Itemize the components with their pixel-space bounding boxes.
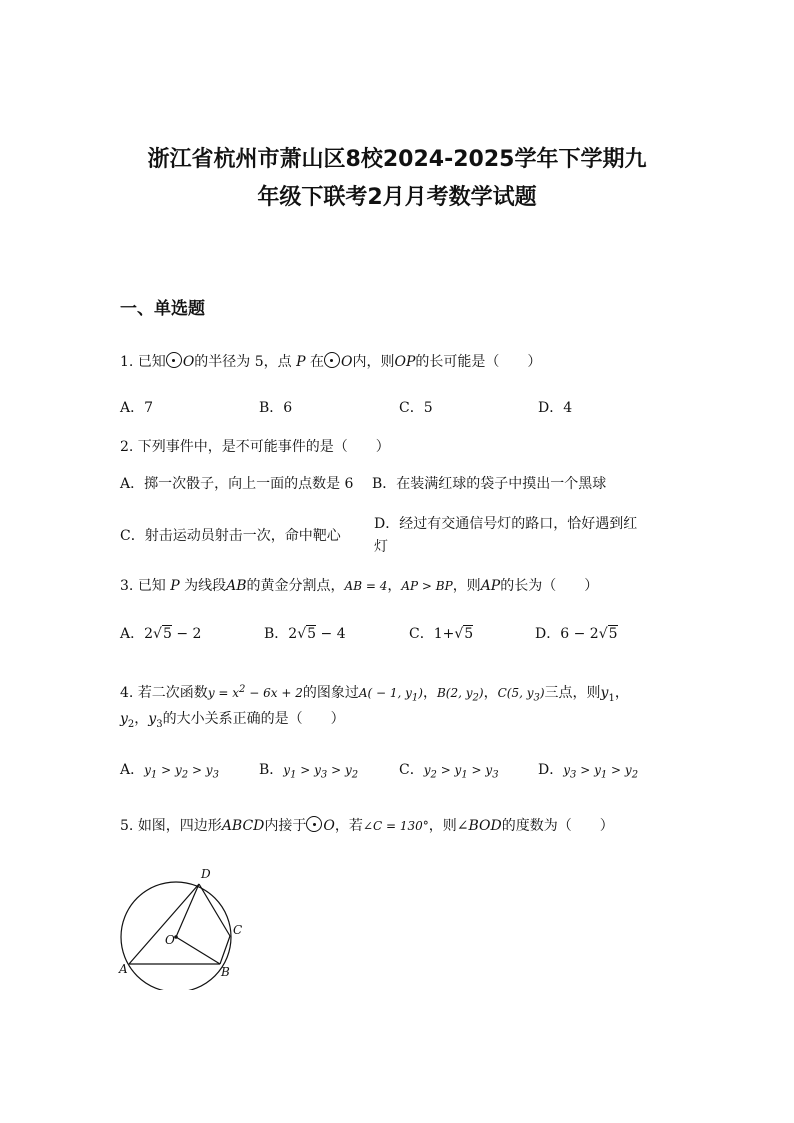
math-radicand: 5 bbox=[464, 626, 474, 642]
question-1 bbox=[120, 352, 541, 372]
math-expression: AP > BP bbox=[401, 579, 453, 593]
option-a[interactable]: A．掷一次骰子，向上一面的点数是 6 bbox=[120, 476, 354, 492]
math-O: O bbox=[323, 818, 335, 834]
option-b[interactable] bbox=[259, 760, 358, 785]
label-d: D bbox=[201, 867, 211, 881]
question-number: 5. bbox=[120, 818, 134, 834]
option-label: B． bbox=[264, 626, 289, 642]
math-inequality: $y_3 > y_1 > y_2$ bbox=[563, 763, 639, 781]
math-subscript: 1 bbox=[600, 769, 608, 781]
math-term: − 2 bbox=[171, 626, 202, 642]
math-subscript: 2 bbox=[127, 718, 135, 730]
punctuation: ， bbox=[483, 685, 498, 701]
math-coef: 2 bbox=[288, 626, 298, 642]
option-b[interactable]: B．6 bbox=[259, 400, 293, 416]
option-a[interactable]: A．7 bbox=[120, 400, 154, 416]
question-text: 的黄金分割点， bbox=[246, 578, 345, 594]
math-angle: ∠C = 130° bbox=[362, 819, 429, 833]
math-term: B(2, y bbox=[436, 686, 473, 700]
math-term: y = x bbox=[207, 686, 240, 700]
question-3 bbox=[120, 576, 598, 596]
math-subscript: 2 bbox=[351, 769, 359, 781]
segment-dc bbox=[199, 884, 230, 936]
option-label: D． bbox=[538, 762, 564, 778]
question-number: 4. bbox=[120, 685, 134, 701]
math-term: − 4 bbox=[316, 626, 346, 642]
question-number: 3. bbox=[120, 578, 134, 594]
math-O: O bbox=[182, 354, 195, 370]
math-angle: ∠BOD bbox=[456, 818, 502, 834]
sqrt-sign: √ bbox=[297, 626, 307, 642]
question-text: 已知 bbox=[137, 578, 166, 594]
question-text: 如图，四边形 bbox=[137, 818, 222, 834]
point-b bbox=[436, 686, 484, 704]
math-function bbox=[208, 686, 303, 700]
math-subscript: 3 bbox=[320, 769, 328, 781]
math-subscript: 1 bbox=[150, 769, 158, 781]
question-text: 内，则 bbox=[352, 354, 395, 370]
math-subscript: 3 bbox=[212, 769, 219, 781]
math-exponent: 2 bbox=[239, 684, 246, 695]
segment-cb bbox=[220, 936, 230, 964]
sqrt-sign: √ bbox=[153, 626, 162, 642]
label-a: A bbox=[119, 962, 128, 976]
question-text: 内接于 bbox=[264, 818, 307, 834]
question-5 bbox=[120, 816, 614, 836]
math-term: 6 − 2 bbox=[560, 626, 599, 642]
math-y: y bbox=[148, 711, 157, 727]
math-subscript: 1 bbox=[290, 769, 297, 781]
option-b[interactable] bbox=[264, 624, 346, 644]
math-expression: AB = 4 bbox=[344, 579, 388, 593]
math-coef: 2 bbox=[144, 626, 154, 642]
math-AB: AB bbox=[226, 578, 247, 594]
question-4-line1 bbox=[120, 680, 629, 709]
math-O: O bbox=[340, 354, 353, 370]
math-subscript: 3 bbox=[570, 769, 577, 781]
segment-od bbox=[176, 884, 199, 937]
question-text: 的图象过 bbox=[302, 685, 359, 701]
math-subscript: 2 bbox=[430, 769, 437, 781]
math-subscript: 2 bbox=[631, 769, 639, 781]
math-inequality: $y_2 > y_1 > y_3$ bbox=[423, 763, 499, 781]
circle-dot-icon bbox=[166, 352, 182, 368]
option-b[interactable]: B．在装满红球的袋子中摸出一个黑球 bbox=[372, 476, 607, 492]
question-text: 的半径为 5，点 bbox=[194, 354, 292, 370]
option-label: B． bbox=[259, 762, 284, 778]
math-term: 1+ bbox=[433, 626, 455, 642]
question-text: 在 bbox=[309, 354, 324, 370]
question-text: ，则 bbox=[428, 818, 457, 834]
page-title-line2: 年级下联考2月月考数学试题 bbox=[257, 185, 537, 210]
question-text: 已知 bbox=[137, 354, 166, 370]
option-a[interactable] bbox=[120, 760, 219, 785]
option-d[interactable]: D．4 bbox=[538, 400, 573, 416]
option-label: A． bbox=[120, 626, 145, 642]
circle-dot-icon bbox=[324, 352, 340, 368]
math-subscript: 1 bbox=[411, 692, 419, 704]
option-label: D． bbox=[535, 626, 561, 642]
question-text: 的长可能是（ ） bbox=[415, 354, 542, 370]
question-text: 若二次函数 bbox=[137, 685, 208, 701]
option-c[interactable]: C．射击运动员射击一次，命中靶心 bbox=[120, 528, 341, 544]
math-radicand: 5 bbox=[162, 626, 172, 642]
math-term: C(5, y bbox=[497, 686, 534, 700]
point-a bbox=[358, 686, 423, 704]
option-d[interactable] bbox=[535, 624, 618, 644]
section-heading: 一、单选题 bbox=[120, 299, 205, 319]
math-term: A( − 1, y bbox=[358, 686, 412, 700]
math-term: ) bbox=[418, 686, 423, 700]
math-OP: OP bbox=[394, 354, 416, 370]
sqrt-sign: √ bbox=[454, 626, 464, 642]
option-d-line1[interactable]: D．经过有交通信号灯的路口，恰好遇到红 bbox=[374, 516, 638, 532]
math-subscript: 1 bbox=[461, 769, 468, 781]
punctuation: ， bbox=[134, 711, 149, 727]
option-c[interactable]: C．5 bbox=[399, 400, 433, 416]
option-label: A． bbox=[120, 762, 145, 778]
math-subscript: 3 bbox=[492, 769, 499, 781]
geometry-figure bbox=[110, 860, 260, 990]
math-radicand: 5 bbox=[307, 626, 317, 642]
math-term: ) bbox=[478, 686, 484, 700]
question-text: 为线段 bbox=[184, 578, 227, 594]
sqrt-sign: √ bbox=[598, 626, 608, 642]
question-number: 1. bbox=[120, 354, 134, 370]
punctuation: ， bbox=[387, 578, 402, 594]
math-subscript: 3 bbox=[156, 718, 163, 730]
option-a[interactable] bbox=[120, 624, 201, 644]
question-text: 的大小关系正确的是（ ） bbox=[162, 711, 345, 727]
math-y: y bbox=[120, 711, 128, 727]
label-o: O bbox=[165, 933, 175, 947]
math-y: y bbox=[600, 685, 609, 701]
math-P: P bbox=[296, 354, 306, 370]
option-c[interactable] bbox=[399, 760, 499, 785]
punctuation: ， bbox=[422, 685, 437, 701]
math-inequality: $y_1 > y_3 > y_2$ bbox=[283, 763, 359, 781]
option-label: C． bbox=[399, 762, 424, 778]
option-d[interactable] bbox=[538, 760, 638, 785]
point-c bbox=[497, 686, 545, 704]
segment-ob bbox=[176, 937, 220, 964]
math-ABCD: ABCD bbox=[221, 818, 265, 834]
math-AP: AP bbox=[480, 578, 501, 594]
math-term: − 6x + 2 bbox=[245, 686, 303, 700]
question-2: 2. 下列事件中，是不可能事件的是（ ） bbox=[120, 439, 390, 455]
question-text: ，若 bbox=[334, 818, 363, 834]
page-title-line1: 浙江省杭州市萧山区8校2024-2025学年下学期九 bbox=[147, 147, 647, 172]
question-text: ，则 bbox=[452, 578, 481, 594]
option-label: C． bbox=[409, 626, 434, 642]
math-radicand: 5 bbox=[608, 626, 618, 642]
math-subscript: 3 bbox=[533, 692, 540, 704]
question-4-line2 bbox=[120, 709, 345, 735]
math-subscript: 2 bbox=[472, 692, 479, 704]
math-term: ) bbox=[539, 686, 545, 700]
math-inequality: $y_1 > y_2 > y_3$ bbox=[144, 763, 219, 781]
math-P: P bbox=[170, 578, 180, 594]
label-b: B bbox=[221, 965, 230, 979]
label-c: C bbox=[233, 923, 243, 937]
math-subscript: 2 bbox=[181, 769, 189, 781]
math-subscript: 1 bbox=[608, 692, 615, 704]
circle-dot-icon bbox=[306, 816, 322, 832]
question-text: 三点，则 bbox=[544, 685, 601, 701]
option-d-line2[interactable]: 灯 bbox=[374, 539, 388, 555]
question-text: 的长为（ ） bbox=[500, 578, 599, 594]
punctuation: ， bbox=[614, 685, 629, 701]
question-text: 的度数为（ ） bbox=[501, 818, 614, 834]
option-c[interactable] bbox=[409, 624, 473, 644]
